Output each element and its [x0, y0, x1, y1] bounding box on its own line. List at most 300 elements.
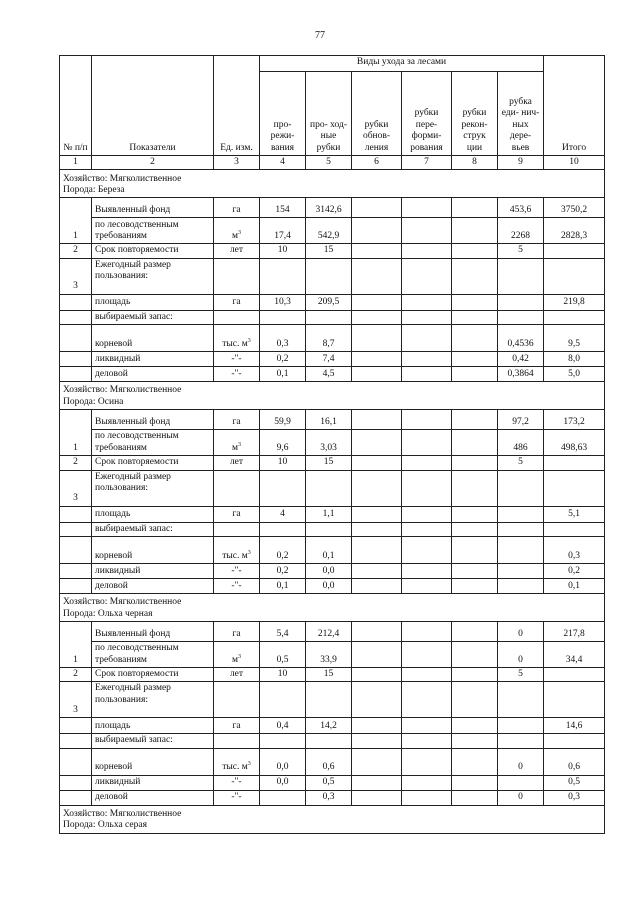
value-reforming-cut: [402, 578, 452, 593]
unit: га: [214, 198, 260, 218]
value-passing-cut: 15: [306, 456, 352, 470]
value-reforming-cut: [402, 294, 452, 310]
breed-title: Порода: Осина: [63, 396, 124, 407]
unit: [214, 641, 260, 667]
period-row: [60, 244, 605, 258]
value-single-tree-cut: 0: [498, 621, 544, 641]
value-reconstruction-cut: [452, 352, 498, 367]
period-row: [60, 456, 605, 470]
unit: -"-: [214, 775, 260, 790]
row-number: 1: [60, 198, 92, 244]
value-single-tree-cut: [498, 506, 544, 522]
value-reforming-cut: [402, 352, 452, 367]
breed-title: Порода: Береза: [63, 185, 125, 195]
value-reforming-cut: [402, 198, 452, 218]
value-thinning: 0,1: [260, 367, 306, 382]
section-header: [60, 805, 605, 833]
value-single-tree-cut: 5: [498, 456, 544, 470]
empty-cell: [402, 734, 452, 748]
indicator-label: деловой: [92, 367, 214, 382]
section-title-cell: [60, 382, 605, 410]
value-single-tree-cut: [498, 563, 544, 578]
row-number: [60, 506, 92, 522]
indicator-label: выбираемый запас:: [92, 522, 214, 536]
row-number: 2: [60, 456, 92, 470]
value-total: 0,1: [544, 578, 605, 593]
value-total: 3750,2: [544, 198, 605, 218]
value-passing-cut: 0,0: [306, 578, 352, 593]
indicator-label: Ежегодный размер пользования:: [92, 258, 214, 294]
value-reforming-cut: [402, 621, 452, 641]
value-single-tree-cut: 0,4536: [498, 325, 544, 352]
empty-cell: [214, 310, 260, 324]
empty-cell: [498, 522, 544, 536]
value-reconstruction-cut: [452, 218, 498, 244]
section-header: [60, 593, 605, 621]
unit-superscript: 3: [238, 653, 241, 660]
breed-title: Порода: Ольха черная: [63, 608, 153, 619]
annual-usage-row: [60, 470, 605, 506]
farm-title: Хозяйство: Мягколиственное: [63, 597, 182, 608]
indicator-label: по лесоводственным требованиям: [92, 218, 214, 244]
business-stock-row: [60, 790, 605, 805]
empty-cell: [452, 470, 498, 506]
value-passing-cut: 4,5: [306, 367, 352, 382]
value-passing-cut: 3142,6: [306, 198, 352, 218]
forest-care-table: [59, 55, 605, 834]
empty-cell: [306, 522, 352, 536]
stock-label-row: [60, 522, 605, 536]
header-type-reforming-cut: рубки пере- форми- рования: [402, 72, 452, 156]
indicator-label: ликвидный: [92, 775, 214, 790]
unit-text: м: [231, 231, 238, 241]
value-reconstruction-cut: [452, 790, 498, 805]
indicator-label: корневой: [92, 325, 214, 352]
value-total: 0,2: [544, 563, 605, 578]
empty-cell: [260, 522, 306, 536]
value-reconstruction-cut: [452, 198, 498, 218]
header-care-types: Виды ухода за лесами: [260, 56, 544, 72]
empty-cell: [214, 682, 260, 718]
value-renewal-cut: [352, 536, 402, 563]
value-single-tree-cut: 0: [498, 641, 544, 667]
empty-cell: [544, 522, 605, 536]
row-number: [60, 748, 92, 775]
indicator-label: площадь: [92, 718, 214, 734]
value-reconstruction-cut: [452, 718, 498, 734]
unit: -"-: [214, 790, 260, 805]
value-renewal-cut: [352, 790, 402, 805]
empty-cell: [402, 522, 452, 536]
value-renewal-cut: [352, 294, 402, 310]
empty-cell: [544, 258, 605, 294]
indicator-label: Выявленный фонд: [92, 198, 214, 218]
value-renewal-cut: [352, 352, 402, 367]
value-passing-cut: 0,6: [306, 748, 352, 775]
value-reforming-cut: [402, 218, 452, 244]
value-thinning: 10,3: [260, 294, 306, 310]
row-number: [60, 522, 92, 536]
value-total: 173,2: [544, 410, 605, 430]
empty-cell: [260, 470, 306, 506]
value-thinning: 0,2: [260, 563, 306, 578]
value-reforming-cut: [402, 325, 452, 352]
root-stock-row: [60, 325, 605, 352]
indicator-label: площадь: [92, 294, 214, 310]
unit: лет: [214, 456, 260, 470]
header-indicator: Показатели: [92, 56, 214, 156]
liquid-stock-row: [60, 775, 605, 790]
value-thinning: 0,0: [260, 775, 306, 790]
header-unit: Ед. изм.: [214, 56, 260, 156]
value-single-tree-cut: 2268: [498, 218, 544, 244]
empty-cell: [352, 470, 402, 506]
value-passing-cut: 8,7: [306, 325, 352, 352]
indicator-label: деловой: [92, 790, 214, 805]
value-renewal-cut: [352, 578, 402, 593]
row-number: [60, 718, 92, 734]
value-total: 219,8: [544, 294, 605, 310]
empty-cell: [214, 470, 260, 506]
empty-cell: [544, 470, 605, 506]
indicator-label: корневой: [92, 748, 214, 775]
column-index-row: [60, 156, 605, 170]
indicator-label: ликвидный: [92, 563, 214, 578]
value-renewal-cut: [352, 456, 402, 470]
indicator-label: выбираемый запас:: [92, 310, 214, 324]
indicator-label: Выявленный фонд: [92, 410, 214, 430]
unit: га: [214, 294, 260, 310]
value-single-tree-cut: 486: [498, 430, 544, 456]
empty-cell: [306, 734, 352, 748]
value-thinning: 0,1: [260, 578, 306, 593]
value-renewal-cut: [352, 641, 402, 667]
value-reconstruction-cut: [452, 667, 498, 681]
value-renewal-cut: [352, 244, 402, 258]
value-reconstruction-cut: [452, 775, 498, 790]
value-reconstruction-cut: [452, 578, 498, 593]
value-reconstruction-cut: [452, 536, 498, 563]
value-passing-cut: 16,1: [306, 410, 352, 430]
section-header: [60, 382, 605, 410]
col-index: 3: [214, 156, 260, 170]
col-index: 5: [306, 156, 352, 170]
value-renewal-cut: [352, 198, 402, 218]
value-total: 0,5: [544, 775, 605, 790]
col-index: 9: [498, 156, 544, 170]
value-total: 2828,3: [544, 218, 605, 244]
value-passing-cut: 0,3: [306, 790, 352, 805]
value-passing-cut: 15: [306, 667, 352, 681]
empty-cell: [352, 522, 402, 536]
value-renewal-cut: [352, 430, 402, 456]
unit: [214, 325, 260, 352]
empty-cell: [306, 310, 352, 324]
empty-cell: [498, 682, 544, 718]
value-total: 5,0: [544, 367, 605, 382]
value-passing-cut: 3,03: [306, 430, 352, 456]
section-title-cell: [60, 170, 605, 198]
value-passing-cut: 15: [306, 244, 352, 258]
value-passing-cut: 7,4: [306, 352, 352, 367]
value-single-tree-cut: 0,42: [498, 352, 544, 367]
unit-superscript: 3: [247, 549, 251, 556]
unit: [214, 218, 260, 244]
empty-cell: [214, 522, 260, 536]
col-index: 8: [452, 156, 498, 170]
value-single-tree-cut: 5: [498, 244, 544, 258]
value-thinning: 59,9: [260, 410, 306, 430]
value-renewal-cut: [352, 667, 402, 681]
value-thinning: 4: [260, 506, 306, 522]
area-row: [60, 294, 605, 310]
unit: лет: [214, 244, 260, 258]
annual-usage-row: [60, 258, 605, 294]
value-renewal-cut: [352, 410, 402, 430]
fund-row: [60, 621, 605, 641]
value-reforming-cut: [402, 456, 452, 470]
liquid-stock-row: [60, 563, 605, 578]
unit-text: тыс. м: [222, 550, 248, 561]
row-number: 2: [60, 667, 92, 681]
value-thinning: 0,2: [260, 536, 306, 563]
empty-cell: [402, 470, 452, 506]
row-number: [60, 294, 92, 310]
empty-cell: [352, 310, 402, 324]
value-reforming-cut: [402, 410, 452, 430]
value-reforming-cut: [402, 667, 452, 681]
value-thinning: 0,5: [260, 641, 306, 667]
row-number: [60, 563, 92, 578]
indicator-label: Срок повторяемости: [92, 244, 214, 258]
value-thinning: 10: [260, 456, 306, 470]
value-single-tree-cut: [498, 536, 544, 563]
col-index: 4: [260, 156, 306, 170]
indicator-label: Ежегодный размер пользования:: [92, 470, 214, 506]
unit-superscript: 3: [238, 229, 241, 236]
value-renewal-cut: [352, 367, 402, 382]
col-index: 1: [60, 156, 92, 170]
header-type-renewal-cut: рубки обнов- ления: [352, 72, 402, 156]
empty-cell: [260, 258, 306, 294]
value-total: [544, 667, 605, 681]
row-number: [60, 325, 92, 352]
value-passing-cut: 14,2: [306, 718, 352, 734]
value-reconstruction-cut: [452, 430, 498, 456]
section-header: [60, 170, 605, 198]
indicator-label: деловой: [92, 578, 214, 593]
empty-cell: [214, 734, 260, 748]
empty-cell: [452, 682, 498, 718]
unit: га: [214, 410, 260, 430]
value-passing-cut: 542,9: [306, 218, 352, 244]
value-thinning: 0,4: [260, 718, 306, 734]
empty-cell: [452, 522, 498, 536]
unit-superscript: 3: [247, 761, 251, 768]
liquid-stock-row: [60, 352, 605, 367]
farm-title: Хозяйство: Мягколиственное: [63, 808, 182, 819]
farm-title: Хозяйство: Мягколиственное: [63, 173, 182, 184]
area-row: [60, 506, 605, 522]
stock-label-row: [60, 734, 605, 748]
value-single-tree-cut: 0,3864: [498, 367, 544, 382]
empty-cell: [306, 258, 352, 294]
value-single-tree-cut: 5: [498, 667, 544, 681]
empty-cell: [352, 682, 402, 718]
indicator-label: по лесоводственным требованиям: [92, 430, 214, 456]
row-number: [60, 734, 92, 748]
value-single-tree-cut: [498, 718, 544, 734]
period-row: [60, 667, 605, 681]
unit: [214, 748, 260, 775]
row-number: [60, 578, 92, 593]
value-passing-cut: 209,5: [306, 294, 352, 310]
value-single-tree-cut: [498, 775, 544, 790]
empty-cell: [544, 734, 605, 748]
row-number: 3: [60, 258, 92, 294]
empty-cell: [260, 682, 306, 718]
value-renewal-cut: [352, 563, 402, 578]
empty-cell: [306, 470, 352, 506]
root-stock-row: [60, 748, 605, 775]
value-reconstruction-cut: [452, 748, 498, 775]
fund-requirements-row: [60, 430, 605, 456]
row-number: 3: [60, 682, 92, 718]
value-reforming-cut: [402, 748, 452, 775]
unit: га: [214, 506, 260, 522]
empty-cell: [402, 310, 452, 324]
value-total: 34,4: [544, 641, 605, 667]
area-row: [60, 718, 605, 734]
value-total: 9,5: [544, 325, 605, 352]
empty-cell: [498, 470, 544, 506]
value-reforming-cut: [402, 244, 452, 258]
page-number: 77: [315, 30, 325, 41]
value-passing-cut: 0,5: [306, 775, 352, 790]
unit: лет: [214, 667, 260, 681]
value-thinning: 154: [260, 198, 306, 218]
indicator-label: ликвидный: [92, 352, 214, 367]
value-reconstruction-cut: [452, 244, 498, 258]
breed-title: Порода: Ольха серая: [63, 820, 147, 831]
indicator-label: Ежегодный размер пользования:: [92, 682, 214, 718]
value-total: [544, 456, 605, 470]
value-reconstruction-cut: [452, 294, 498, 310]
value-reforming-cut: [402, 563, 452, 578]
header-type-passing-cut: про- ход- ные рубки: [306, 72, 352, 156]
value-total: 498,63: [544, 430, 605, 456]
indicator-label: Срок повторяемости: [92, 667, 214, 681]
value-reconstruction-cut: [452, 367, 498, 382]
header-type-thinning: про- режи- вания: [260, 72, 306, 156]
value-passing-cut: 33,9: [306, 641, 352, 667]
row-number: 3: [60, 470, 92, 506]
col-index: 2: [92, 156, 214, 170]
value-thinning: 9,6: [260, 430, 306, 456]
value-single-tree-cut: 97,2: [498, 410, 544, 430]
value-total: 8,0: [544, 352, 605, 367]
empty-cell: [452, 310, 498, 324]
farm-title: Хозяйство: Мягколиственное: [63, 385, 182, 396]
empty-cell: [498, 310, 544, 324]
unit: -"-: [214, 563, 260, 578]
fund-requirements-row: [60, 218, 605, 244]
unit: [214, 536, 260, 563]
row-number: 1: [60, 410, 92, 456]
value-reconstruction-cut: [452, 621, 498, 641]
unit-text: м: [231, 442, 238, 453]
empty-cell: [452, 734, 498, 748]
unit: га: [214, 718, 260, 734]
col-index: 6: [352, 156, 402, 170]
indicator-label: Срок повторяемости: [92, 456, 214, 470]
value-renewal-cut: [352, 621, 402, 641]
value-reforming-cut: [402, 367, 452, 382]
value-thinning: [260, 790, 306, 805]
annual-usage-row: [60, 682, 605, 718]
row-number: 1: [60, 621, 92, 667]
empty-cell: [306, 682, 352, 718]
empty-cell: [498, 734, 544, 748]
empty-cell: [544, 310, 605, 324]
fund-row: [60, 410, 605, 430]
indicator-label: по лесоводственным требованиям: [92, 641, 214, 667]
value-thinning: 0,3: [260, 325, 306, 352]
value-thinning: 10: [260, 244, 306, 258]
row-number: [60, 352, 92, 367]
section-title-cell: [60, 805, 605, 833]
value-total: 217,8: [544, 621, 605, 641]
row-number: [60, 790, 92, 805]
empty-cell: [214, 258, 260, 294]
fund-row: [60, 198, 605, 218]
header-total: Итого: [544, 56, 605, 156]
empty-cell: [402, 682, 452, 718]
empty-cell: [352, 734, 402, 748]
unit-superscript: 3: [247, 337, 251, 344]
value-reforming-cut: [402, 775, 452, 790]
value-thinning: 10: [260, 667, 306, 681]
business-stock-row: [60, 578, 605, 593]
value-single-tree-cut: [498, 578, 544, 593]
value-total: 5,1: [544, 506, 605, 522]
unit: га: [214, 621, 260, 641]
value-total: 0,6: [544, 748, 605, 775]
unit-superscript: 3: [238, 441, 241, 448]
empty-cell: [498, 258, 544, 294]
value-thinning: 17,4: [260, 218, 306, 244]
value-renewal-cut: [352, 325, 402, 352]
value-total: 14,6: [544, 718, 605, 734]
unit: -"-: [214, 352, 260, 367]
value-reforming-cut: [402, 641, 452, 667]
value-total: 0,3: [544, 790, 605, 805]
col-index: 10: [544, 156, 605, 170]
root-stock-row: [60, 536, 605, 563]
fund-requirements-row: [60, 641, 605, 667]
unit: [214, 430, 260, 456]
value-passing-cut: 0,0: [306, 563, 352, 578]
empty-cell: [260, 310, 306, 324]
value-renewal-cut: [352, 748, 402, 775]
col-index: 7: [402, 156, 452, 170]
unit-text: м: [231, 654, 238, 665]
empty-cell: [352, 258, 402, 294]
business-stock-row: [60, 367, 605, 382]
value-reforming-cut: [402, 718, 452, 734]
value-single-tree-cut: [498, 294, 544, 310]
value-renewal-cut: [352, 218, 402, 244]
